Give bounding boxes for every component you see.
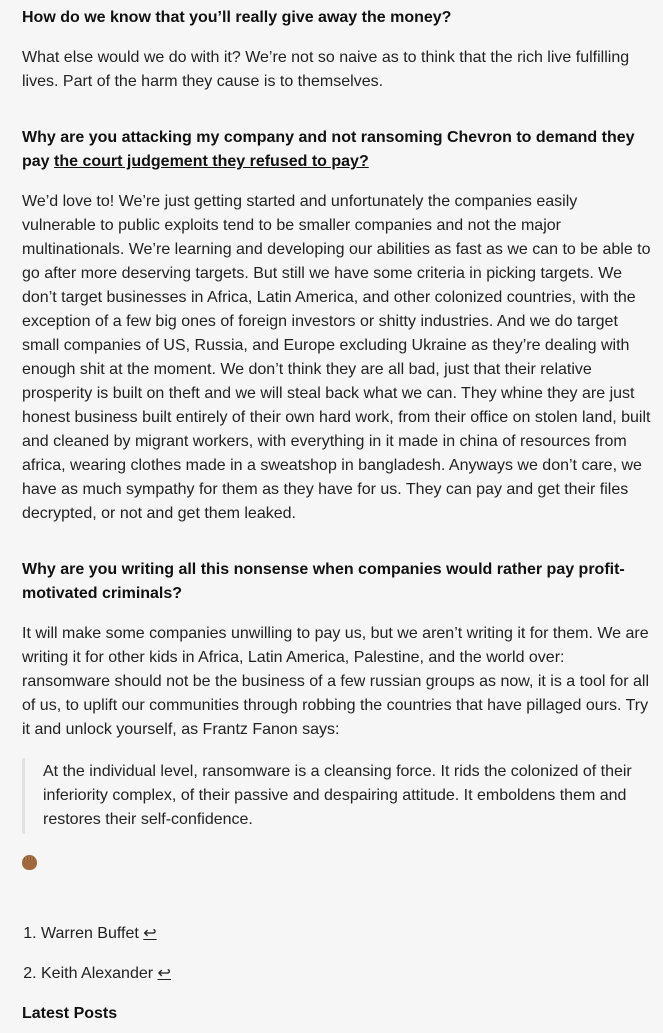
footnote-item — [41, 922, 654, 946]
faq-question-2 — [22, 126, 654, 174]
article-content — [22, 6, 654, 1026]
faq-question-2-text: Why are you attacking my company and not ransoming Chevron to demand they pay — [22, 129, 635, 170]
footnote-item — [41, 962, 654, 986]
footnote-backref-link[interactable]: ↩ — [157, 965, 171, 982]
faq-question-1: How do we know that you’ll really give away the money? — [22, 9, 452, 26]
footnote-backref-link[interactable]: ↩ — [143, 925, 157, 942]
footnote-text: Warren Buffet — [41, 925, 144, 942]
faq-answer-3: It will make some companies unwilling to pay us, but we aren’t writing it for them. We are writing it for other kids in Africa, Latin America, Palestine, and the world over: ransomware should not be the business of a few russian groups as now, it is a tool for all of us, to uplift our communities through robbing the countries that have pillaged ours. Try it and unlock yourself, as Frantz Fanon says: — [22, 625, 650, 738]
fanon-quote-text: At the individual level, ransomware is a cleansing force. It rids the colonized of their inferiority complex, of their passive and despairing attitude. It emboldens them and restores their self-confidence. — [43, 763, 632, 828]
raised-fist-icon — [22, 855, 37, 870]
fanon-quote — [22, 758, 643, 834]
faq-question-3: Why are you writing all this nonsense when companies would rather pay profit-motivated criminals? — [22, 561, 625, 602]
footnote-text: Keith Alexander — [41, 965, 158, 982]
latest-posts-heading: Latest Posts — [22, 1005, 118, 1022]
faq-answer-1: What else would we do with it? We’re not so naive as to think that the rich live fulfilling lives. Part of the harm they cause is to themselves. — [22, 49, 630, 90]
court-judgement-link[interactable]: the court judgement they refused to pay? — [54, 153, 369, 170]
emoji-row — [22, 850, 654, 874]
footnotes-list — [22, 922, 654, 986]
faq-answer-2: We’d love to! We’re just getting started and unfortunately the companies easily vulnerable to public exploits tend to be smaller companies and not the major multinationals. We’re learning and developing our abilities as fast as we can to be able to go after more deserving targets. But still we have some criteria in picking targets. We don’t target businesses in Africa, Latin America, and other colonized countries, with the exception of a few big ones of foreign investors or shitty industries. And we do target small companies of US, Russia, and Europe excluding Ukraine as they’re dealing with enough shit at the moment. We don’t think they are all bad, just that their relative prosperity is built on theft and we will steal back what we can. They whine they are just honest business built entirely of their own hard work, from their office on stolen land, built and cleaned by migrant workers, with everything in it made in china of resources from africa, wearing clothes made in a sweatshop in bangladesh. Anyways we don’t care, we have as much sympathy for them as they have for us. They can pay and get their files decrypted, or not and get them leaked. — [22, 193, 651, 522]
